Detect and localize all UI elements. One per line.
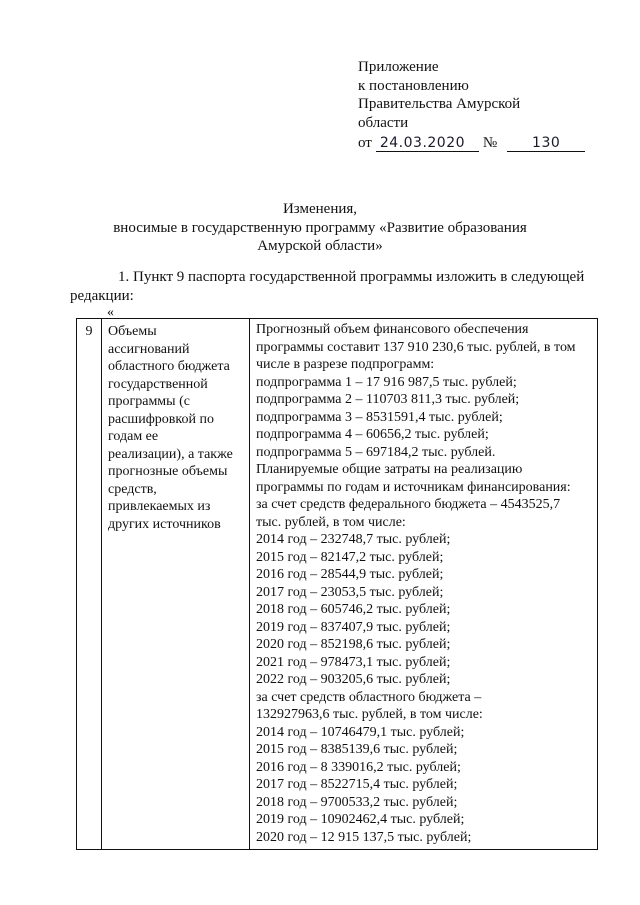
title-line: вносимые в государственную программу «Развитие образования <box>113 219 527 236</box>
intro-paragraph <box>70 268 590 305</box>
content-line: 2017 год – 8522715,4 тыс. рублей; <box>256 777 458 792</box>
title-line: Амурской области» <box>257 238 383 254</box>
appendix-line: Приложение <box>358 59 439 75</box>
name-line: привлекаемых из <box>108 499 211 514</box>
content-line: 2017 год – 23053,5 тыс. рублей; <box>256 584 444 600</box>
name-line: других источников <box>108 516 221 532</box>
handwritten-date: 24.03.2020 <box>376 135 479 152</box>
appendix-line: к постановлению <box>358 77 469 94</box>
number-sign: № <box>482 135 498 151</box>
name-line: ассигнований <box>108 341 190 357</box>
content-line: подпрограмма 1 – 17 916 987,5 тыс. рублей; <box>256 374 517 390</box>
content-line: подпрограмма 4 – 60656,2 тыс. рублей; <box>256 427 489 442</box>
content-line: Прогнозный объем финансового обеспечения <box>256 322 529 337</box>
content-line: 2014 год – 232748,7 тыс. рублей; <box>256 532 451 547</box>
content-line: 2020 год – 12 915 137,5 тыс. рублей; <box>256 829 472 845</box>
content-line: 2022 год – 903205,6 тыс. рублей; <box>256 672 451 687</box>
name-line: годам ее <box>108 429 159 444</box>
row-name-cell <box>102 319 250 850</box>
name-line: реализации), а также <box>108 446 233 462</box>
content-line: 2020 год – 852198,6 тыс. рублей; <box>256 637 451 652</box>
name-line: государственной <box>108 376 208 392</box>
name-line: Объемы <box>108 324 157 339</box>
content-line: подпрограмма 3 – 8531591,4 тыс. рублей; <box>256 409 503 425</box>
content-line: 2016 год – 8 339016,2 тыс. рублей; <box>256 759 461 775</box>
content-line: 2021 год – 978473,1 тыс. рублей; <box>256 654 451 670</box>
content-line: 2014 год – 10746479,1 тыс. рублей; <box>256 724 465 740</box>
appendix-line: Правительства Амурской <box>358 96 521 112</box>
date-number-row <box>358 134 585 153</box>
table-row <box>77 319 598 850</box>
content-line: за счет средств федерального бюджета – 4543525,7 <box>256 497 561 512</box>
content-line: числе в разрезе подпрограмм: <box>256 357 435 372</box>
name-line: прогнозные объемы <box>108 464 228 479</box>
appendix-header <box>358 58 585 153</box>
passport-table <box>76 318 598 850</box>
content-line: 2015 год – 82147,2 тыс. рублей; <box>256 549 444 565</box>
name-line: средств, <box>108 481 157 497</box>
content-line: 132927963,6 тыс. рублей, в том числе: <box>256 707 483 722</box>
date-prefix: от <box>358 135 372 151</box>
title-line: Изменения, <box>282 201 358 217</box>
opening-quote: « <box>107 305 114 320</box>
appendix-line: области <box>358 114 409 131</box>
content-line: программы составит 137 910 230,6 тыс. рублей, в том <box>256 339 576 355</box>
content-line: Планируемые общие затраты на реализацию <box>256 462 523 477</box>
content-line: 2016 год – 28544,9 тыс. рублей; <box>256 567 444 582</box>
name-line: программы (с <box>108 394 190 409</box>
content-line: 2018 год – 605746,2 тыс. рублей; <box>256 602 451 617</box>
name-line: расшифровкой по <box>108 411 214 427</box>
content-line: 2019 год – 10902462,4 тыс. рублей; <box>256 812 465 827</box>
row-content-cell <box>250 319 598 850</box>
content-line: программы по годам и источникам финансирования: <box>256 479 571 495</box>
document-title <box>0 200 640 256</box>
content-line: подпрограмма 2 – 110703 811,3 тыс. рублей; <box>256 392 520 407</box>
content-line: тыс. рублей, в том числе: <box>256 514 406 530</box>
handwritten-number: 130 <box>507 135 585 152</box>
name-line: областного бюджета <box>108 359 230 374</box>
intro-line: 1. Пункт 9 паспорта государственной программы изложить в следующей <box>118 269 585 285</box>
content-line: 2015 год – 8385139,6 тыс. рублей; <box>256 742 458 757</box>
content-line: за счет средств областного бюджета – <box>256 689 482 705</box>
row-number-cell: 9 <box>77 319 102 850</box>
content-line: подпрограмма 5 – 697184,2 тыс. рублей. <box>256 444 496 460</box>
content-line: 2018 год – 9700533,2 тыс. рублей; <box>256 794 458 810</box>
intro-line: редакции: <box>70 287 134 304</box>
content-line: 2019 год – 837407,9 тыс. рублей; <box>256 619 451 635</box>
